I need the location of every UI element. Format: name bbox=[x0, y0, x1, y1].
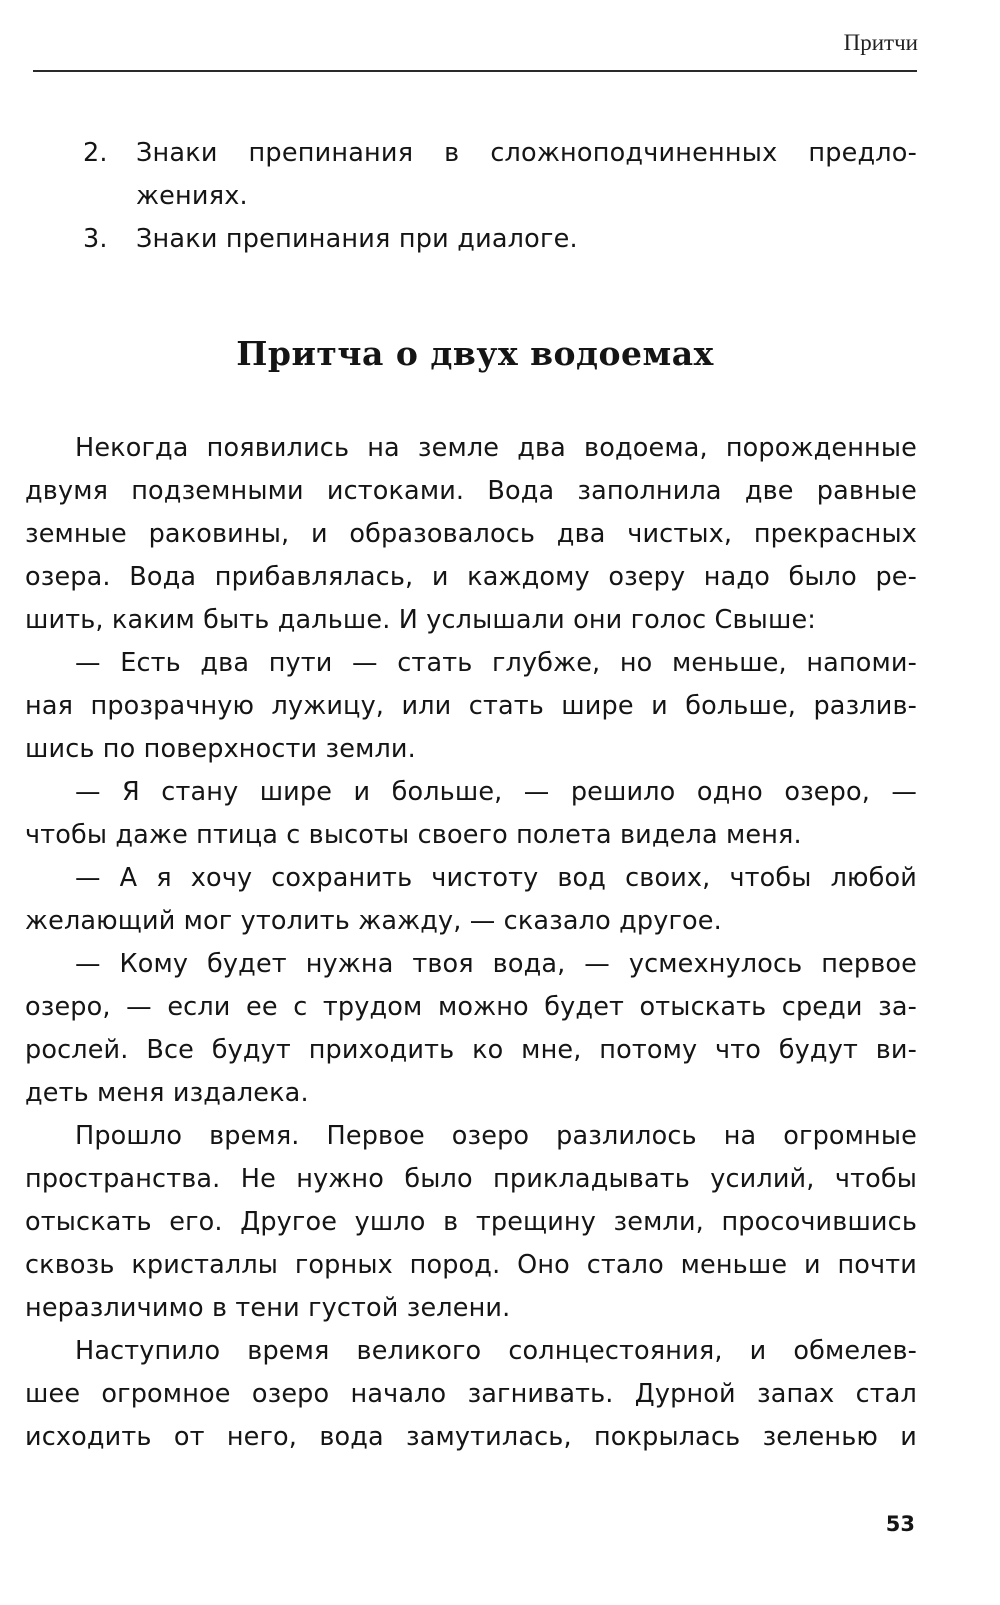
list-item-line: Знаки препинания в сложноподчиненных предло- bbox=[136, 138, 917, 168]
text-line: ная прозрачную лужицу, или стать шире и больше, разлив- bbox=[25, 691, 917, 721]
text-line: — Я стану шире и больше, — решило одно озеро, — bbox=[75, 777, 917, 807]
text-line: Некогда появились на земле два водоема, порожденные bbox=[75, 433, 917, 463]
section-title: Притча о двух водоемах bbox=[236, 334, 714, 373]
text-line: шее огромное озеро начало загнивать. Дурной запах стал bbox=[25, 1379, 917, 1409]
text-line: — Кому будет нужна твоя вода, — усмехнулось первое bbox=[75, 949, 917, 979]
text-line: Наступило время великого солнцестояния, и обмелев- bbox=[75, 1336, 917, 1366]
text-line: озеро, — если ее с трудом можно будет отыскать среди за- bbox=[25, 992, 917, 1022]
list-item-line: жениях. bbox=[136, 181, 248, 211]
body-text bbox=[25, 427, 917, 1459]
text-line: желающий мог утолить жажду, — сказало другое. bbox=[25, 906, 722, 936]
text-line: сквозь кристаллы горных пород. Оно стало меньше и почти bbox=[25, 1250, 917, 1280]
text-line: пространства. Не нужно было прикладывать усилий, чтобы bbox=[25, 1164, 917, 1194]
text-line: — Есть два пути — стать глубже, но меньше, напоми- bbox=[75, 648, 917, 678]
text-line: озера. Вода прибавлялась, и каждому озеру надо было ре- bbox=[25, 562, 917, 592]
text-line: шись по поверхности земли. bbox=[25, 734, 416, 764]
text-line: исходить от него, вода замутилась, покрылась зеленью и bbox=[25, 1422, 917, 1452]
list-item-number: 2. bbox=[83, 138, 108, 168]
header-rule bbox=[33, 70, 917, 72]
text-line: чтобы даже птица с высоты своего полета видела меня. bbox=[25, 820, 802, 850]
list-item bbox=[33, 217, 917, 260]
list-item-line: Знаки препинания при диалоге. bbox=[136, 224, 578, 254]
page-number: 53 bbox=[885, 1512, 915, 1536]
list-item bbox=[33, 131, 917, 217]
text-line: отыскать его. Другое ушло в трещину земли, просочившись bbox=[25, 1207, 917, 1237]
text-line: земные раковины, и образовалось два чистых, прекрасных bbox=[25, 519, 917, 549]
running-head: Притчи bbox=[843, 30, 918, 55]
text-line: шить, каким быть дальше. И услышали они голос Свыше: bbox=[25, 605, 817, 635]
numbered-list bbox=[33, 131, 917, 260]
text-line: Прошло время. Первое озеро разлилось на огромные bbox=[75, 1121, 917, 1151]
text-line: — А я хочу сохранить чистоту вод своих, чтобы любой bbox=[75, 863, 917, 893]
list-item-number: 3. bbox=[83, 224, 108, 254]
text-line: деть меня издалека. bbox=[25, 1078, 309, 1108]
text-line: двумя подземными истоками. Вода заполнила две равные bbox=[25, 476, 917, 506]
text-line: неразличимо в тени густой зелени. bbox=[25, 1293, 511, 1323]
text-line: рослей. Все будут приходить ко мне, потому что будут ви- bbox=[25, 1035, 917, 1065]
